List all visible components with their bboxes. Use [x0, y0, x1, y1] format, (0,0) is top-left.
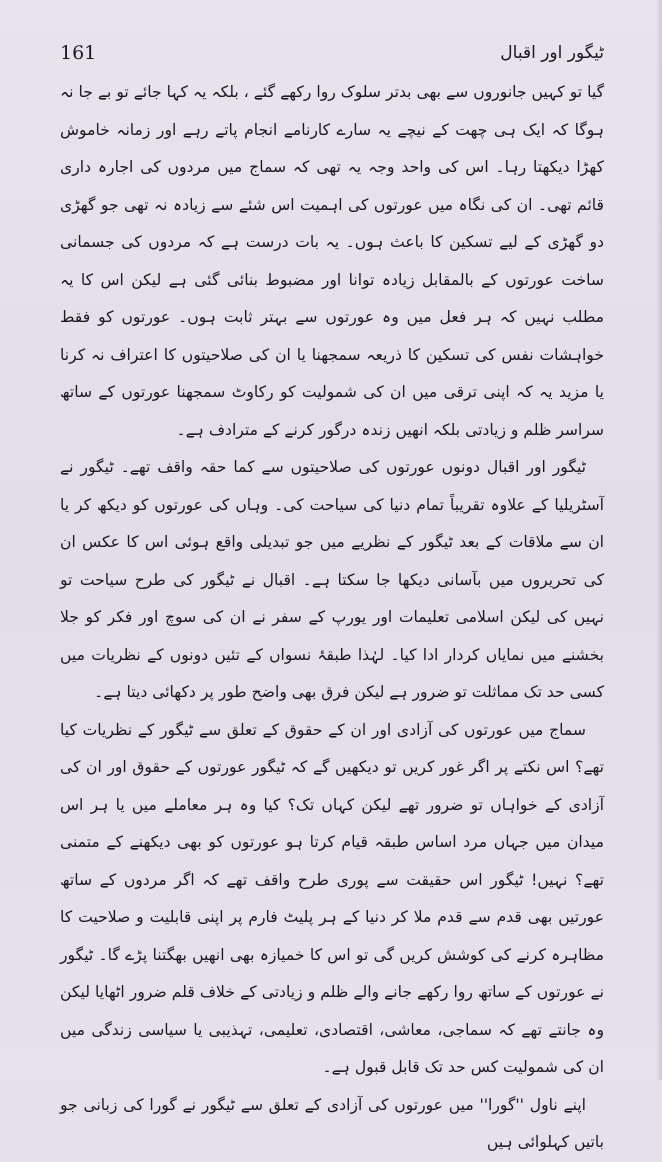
running-title: ٹیگور اور اقبال [500, 43, 604, 63]
paragraph-2: ٹیگور اور اقبال دونوں عورتوں کی صلاحیتوں سے کما حقہ واقف تھے۔ ٹیگور نے آسٹریلیا کے علاوہ تقریباً تمام دنیا کی سیاحت کی۔ وہاں کی عورتوں کو دیکھ کر یا ان سے ملاقات کے بعد ٹیگور کے نظریے میں جو تبدیلی واقع ہوئی اس کا عکس ان کی تحریروں میں بآسانی دیکھا جا سکتا ہے۔ اقبال نے ٹیگور کی طرح سیاحت تو نہیں کی لیکن اسلامی تعلیمات اور یورپ کے سفر نے ان کی سوچ اور فکر کو جلا بخشنے میں نمایاں کردار ادا کیا۔ لہٰذا طبقۂ نسواں کے تئیں دونوں کے نظریات میں کسی حد تک مماثلت تو ضرور ہے لیکن فرق بھی واضح طور پر دکھائی دیتا ہے۔ [60, 458, 604, 701]
page-number: 161 [60, 42, 97, 64]
paragraph-4: اپنے ناول ''گورا'' میں عورتوں کی آزادی کے تعلق سے ٹیگور نے گورا کی زبانی جو باتیں کہلوائی ہیں [60, 1095, 604, 1151]
page-header [60, 38, 604, 68]
body-text [60, 74, 604, 1162]
paragraph-1: گیا تو کہیں جانوروں سے بھی بدتر سلوک روا رکھے گئے ، بلکہ یہ کہا جائے تو بے جا نہ ہوگا کہ ایک ہی چھت کے نیچے یہ سارے کارنامے انجام پاتے رہے اور زمانہ خاموش کھڑا دیکھتا رہا۔ اس کی واحد وجہ یہ تھی کہ سماج میں مردوں کی اجارہ داری قائم تھی۔ ان کی نگاہ میں عورتوں کی اہمیت اس شئے سے زیادہ نہ تھی جو گھڑی دو گھڑی کے لیے تسکین کا باعث ہوں۔ یہ بات درست ہے کہ مردوں کی جسمانی ساخت عورتوں کے بالمقابل زیادہ توانا اور مضبوط بنائی گئی ہے لیکن اس کا یہ مطلب نہیں کہ ہر فعل میں وہ عورتوں سے بہتر ثابت ہوں۔ عورتوں کو فقط خواہشات نفس کی تسکین کا ذریعہ سمجھنا یا ان کی صلاحیتوں کا اعتراف نہ کرنا یا مزید یہ کہ اپنی ترقی میں ان کی شمولیت کو رکاوٹ سمجھنا عورتوں کے ساتھ سراسر ظلم و زیادتی بلکہ انھیں زندہ درگور کرنے کے مترادف ہے۔ [60, 83, 604, 439]
paragraph-3: سماج میں عورتوں کی آزادی اور ان کے حقوق کے تعلق سے ٹیگور کے نظریات کیا تھے؟ اس نکتے پر اگر غور کریں تو دیکھیں گے کہ ٹیگور عورتوں کے حقوق اور ان کی آزادی کے خواہاں تو ضرور تھے لیکن کہاں تک؟ کیا وہ ہر معاملے میں یا ہر اس میدان میں جہاں مرد اساس طبقہ قیام کرتا ہو عورتوں کو بھی دیکھنے کے متمنی تھے؟ نہیں! ٹیگور اس حقیقت سے پوری طرح واقف تھے کہ اگر مردوں کے ساتھ عورتیں بھی قدم سے قدم ملا کر دنیا کے ہر پلیٹ فارم پر اپنی قابلیت و صلاحیت کا مظاہرہ کرنے کی کوشش کریں گی تو اس کا خمیازہ بھی انھیں بھگتنا پڑے گا۔ ٹیگور نے عورتوں کے ساتھ روا رکھے جانے والے ظلم و زیادتی کے خلاف قلم ضرور اٹھایا لیکن وہ جانتے تھے کہ سماجی، معاشی، اقتصادی، تعلیمی، تہذیبی یا سیاسی زندگی میں ان کی شمولیت کس حد تک قابل قبول ہے۔ [60, 720, 604, 1076]
page-edge-shadow [656, 0, 662, 1080]
